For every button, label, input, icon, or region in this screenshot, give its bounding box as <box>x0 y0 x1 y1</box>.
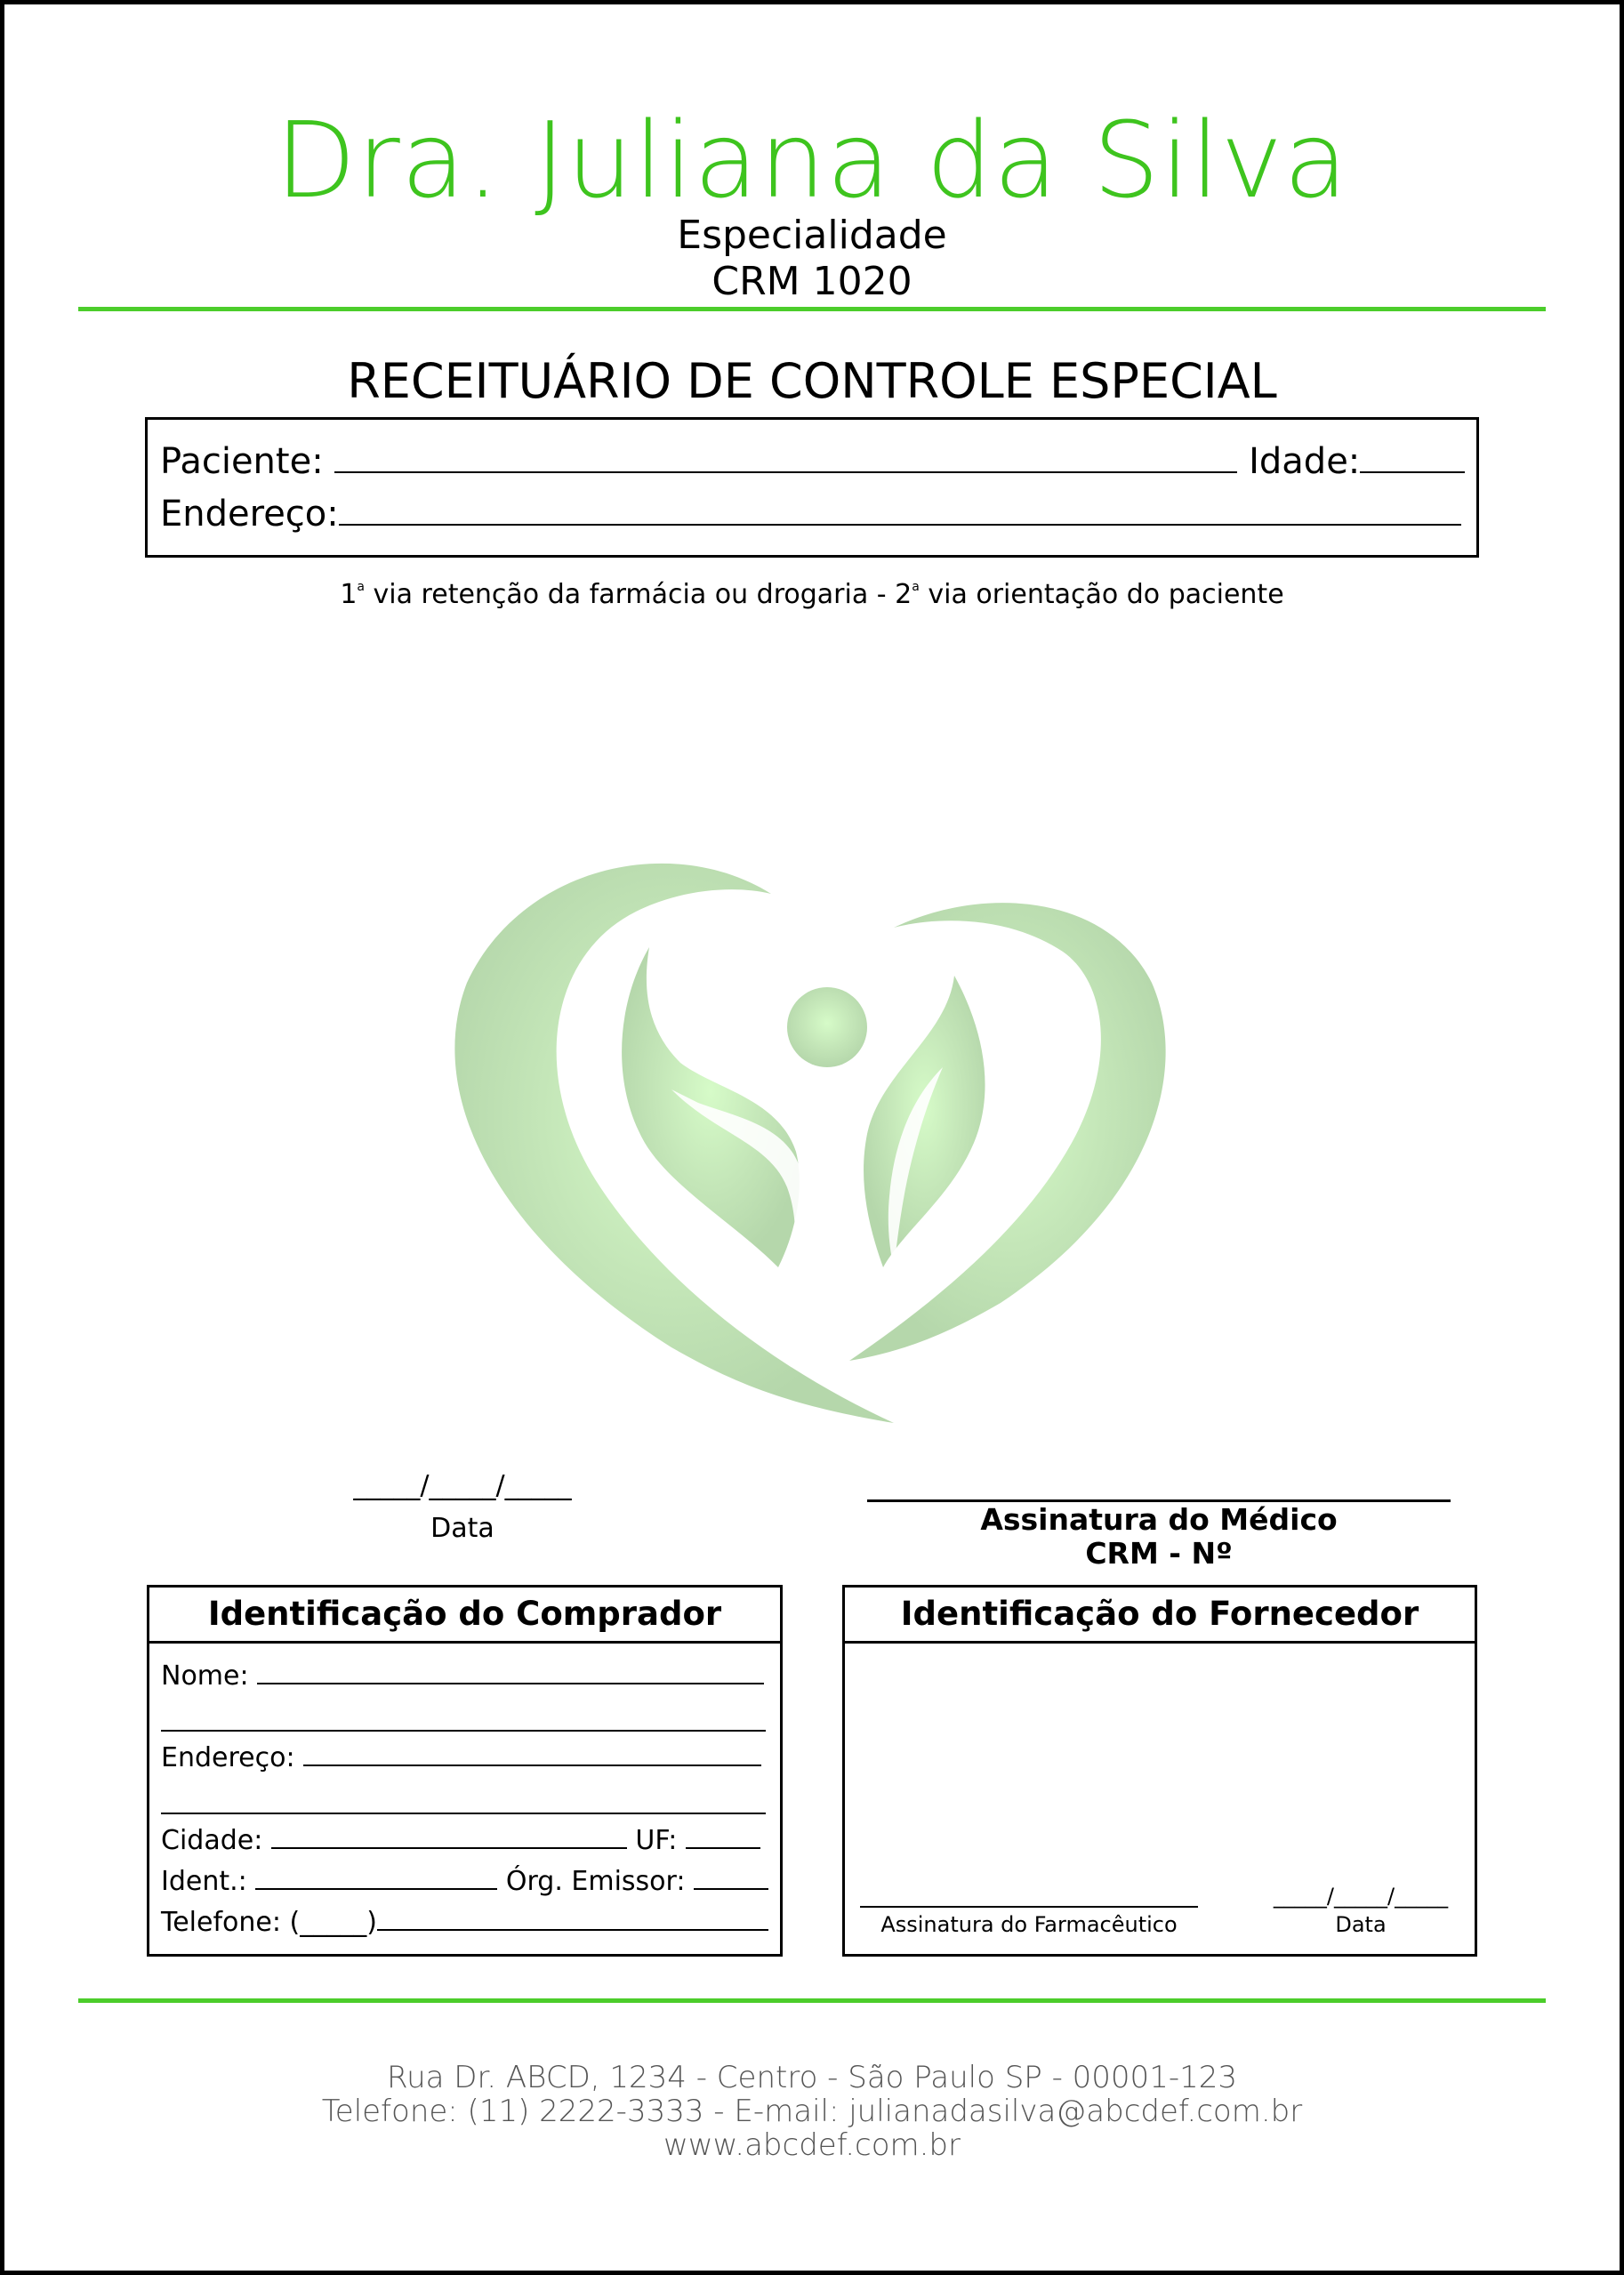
buyer-name-label: Nome: <box>161 1660 249 1692</box>
address-row <box>160 492 1461 536</box>
buyer-issuer-field[interactable] <box>694 1865 768 1890</box>
supplier-date-blank[interactable]: _____/_____/_____ <box>1273 1884 1449 1909</box>
doctor-crm-label: CRM - Nº <box>1085 1536 1233 1571</box>
footer-website: www.abcdef.com.br <box>663 2127 961 2163</box>
date-blank[interactable]: _____/_____/_____ <box>353 1470 572 1501</box>
age-label: Idade: <box>1249 441 1361 482</box>
buyer-ident-field[interactable] <box>255 1865 497 1890</box>
buyer-phone-label: Telefone: (_____) <box>161 1907 377 1938</box>
buyer-ident-row <box>161 1865 768 1899</box>
buyer-box-title: Identificação do Comprador <box>149 1588 780 1644</box>
buyer-address-field[interactable] <box>303 1741 761 1766</box>
pharmacist-signature-label: Assinatura do Farmacêutico <box>880 1912 1178 1937</box>
patient-field[interactable] <box>334 441 1237 473</box>
buyer-name-row <box>161 1660 764 1693</box>
heart-leaves-logo-icon <box>449 849 1178 1423</box>
specialty: Especialidade <box>677 213 947 258</box>
buyer-name-line-2[interactable] <box>161 1730 766 1732</box>
doctor-crm: CRM 1020 <box>712 259 912 304</box>
buyer-box <box>147 1585 783 1957</box>
footer-divider <box>78 1998 1546 2003</box>
header-divider <box>78 307 1546 311</box>
age-field[interactable] <box>1360 441 1465 473</box>
address-field[interactable] <box>339 494 1461 526</box>
buyer-name-field[interactable] <box>257 1660 764 1684</box>
buyer-ident-label: Ident.: <box>161 1866 247 1897</box>
date-label: Data <box>430 1513 494 1544</box>
pharmacist-signature-line[interactable] <box>860 1906 1198 1908</box>
patient-row <box>160 439 1465 484</box>
buyer-city-row <box>161 1824 760 1858</box>
buyer-issuer-label: Órg. Emissor: <box>505 1866 686 1897</box>
via-note: 1$^a$ via retenção da farmácia ou drogaria - 2$^a$ via orientação do paciente <box>340 579 1284 610</box>
buyer-phone-field[interactable] <box>377 1906 768 1931</box>
supplier-box <box>842 1585 1477 1957</box>
buyer-city-label: Cidade: <box>161 1825 263 1856</box>
doctor-signature-label: Assinatura do Médico <box>980 1502 1338 1537</box>
buyer-city-field[interactable] <box>271 1824 627 1849</box>
supplier-box-title: Identificação do Fornecedor <box>845 1588 1475 1644</box>
doctor-name: Dra. Juliana da Silva <box>275 99 1349 221</box>
footer-contact: Telefone: (11) 2222-3333 - E-mail: julianadasilva@abcdef.com.br <box>321 2094 1303 2129</box>
supplier-date-label: Data <box>1335 1912 1387 1937</box>
buyer-address-row <box>161 1741 761 1775</box>
patient-box <box>145 417 1479 558</box>
buyer-address-label: Endereço: <box>161 1742 295 1773</box>
buyer-uf-label: UF: <box>635 1825 678 1856</box>
buyer-phone-row <box>161 1906 768 1940</box>
patient-label: Paciente: <box>160 441 324 482</box>
address-label: Endereço: <box>160 494 339 535</box>
buyer-uf-field[interactable] <box>686 1824 760 1849</box>
footer-address: Rua Dr. ABCD, 1234 - Centro - São Paulo SP - 00001-123 <box>386 2060 1237 2095</box>
form-title: RECEITUÁRIO DE CONTROLE ESPECIAL <box>347 353 1277 409</box>
buyer-address-line-2[interactable] <box>161 1813 766 1814</box>
